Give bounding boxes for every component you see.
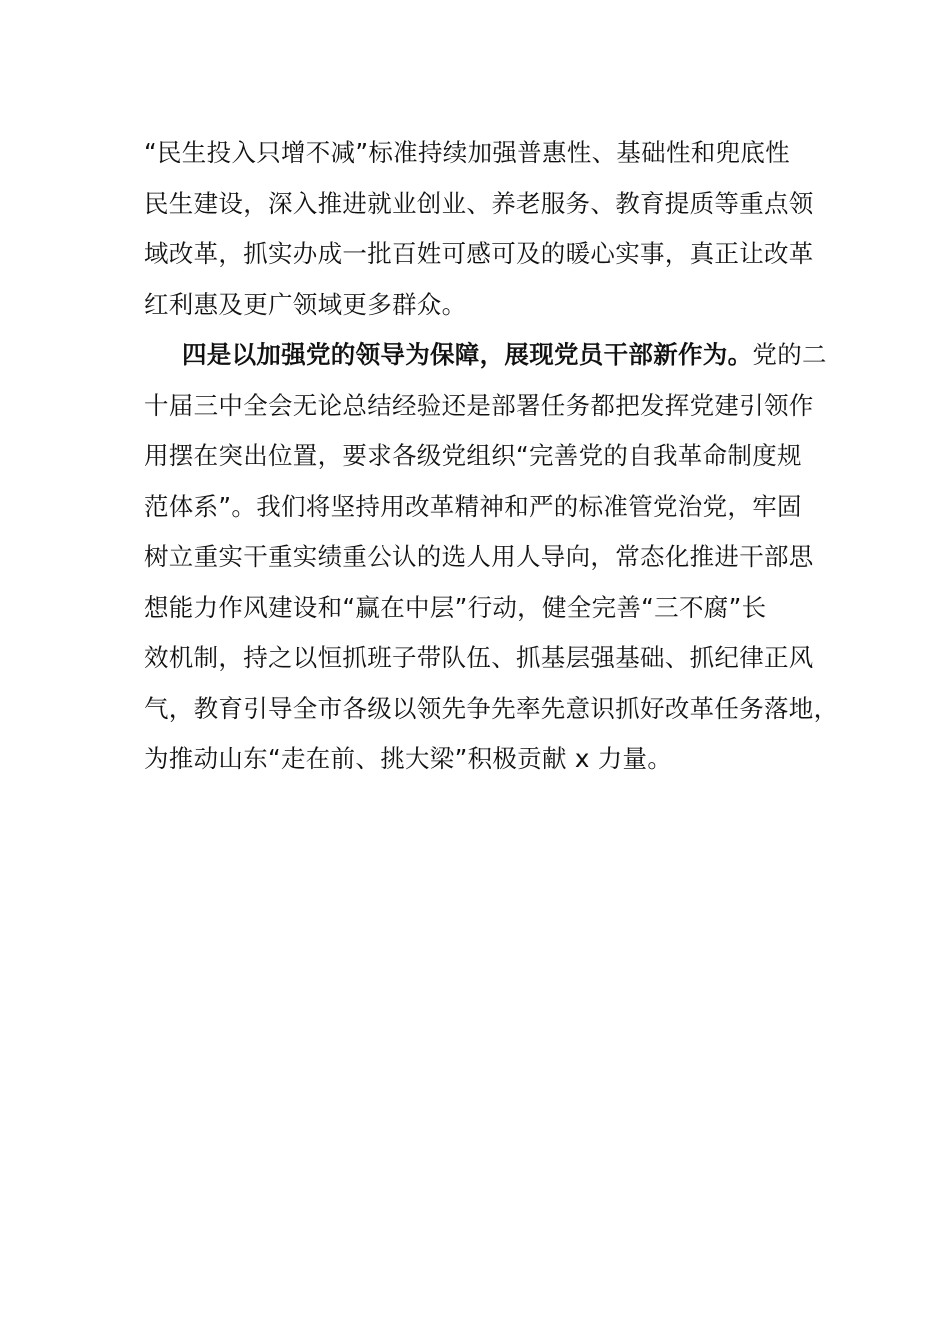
text-line: 为推动山东“走在前、挑大梁”积极贡献 x 力量。 [144,744,673,773]
section-heading: 四是以加强党的领导为保障，展现党员干部新作为。 [182,340,753,369]
heading-continuation: 党的二 [752,340,827,369]
text-line: 民生建设，深入推进就业创业、养老服务、教育提质等重点领 [144,188,814,218]
text-line: “民生投入只增不减”标准持续加强普惠性、基础性和兜底性 [144,138,790,167]
document-body [144,128,839,785]
text-line-first [144,330,827,381]
text-line: 效机制，持之以恒抓班子带队伍、抓基层强基础、抓纪律正风 [144,643,814,672]
text-line: 想能力作风建设和“赢在中层”行动，健全完善“三不腐”长 [144,592,767,622]
text-line: 红利惠及更广领域更多群众。 [144,289,467,319]
text-line: 域改革，抓实办成一批百姓可感可及的暖心实事，真正让改革 [144,239,814,268]
text-line: 树立重实干重实绩重公认的选人用人导向，常态化推进干部思 [144,542,814,571]
paragraph-1 [144,128,814,330]
text-line: 范体系”。我们将坚持用改革精神和严的标准管党治党，牢固 [144,491,802,521]
text-line: 用摆在突出位置，要求各级党组织“完善党的自我革命制度规 [144,441,802,470]
text-line: 十届三中全会无论总结经验还是部署任务都把发挥党建引领作 [144,390,814,420]
paragraph-2 [144,330,839,785]
text-line: 气，教育引导全市各级以领先争先率先意识抓好改革任务落地， [144,693,839,723]
